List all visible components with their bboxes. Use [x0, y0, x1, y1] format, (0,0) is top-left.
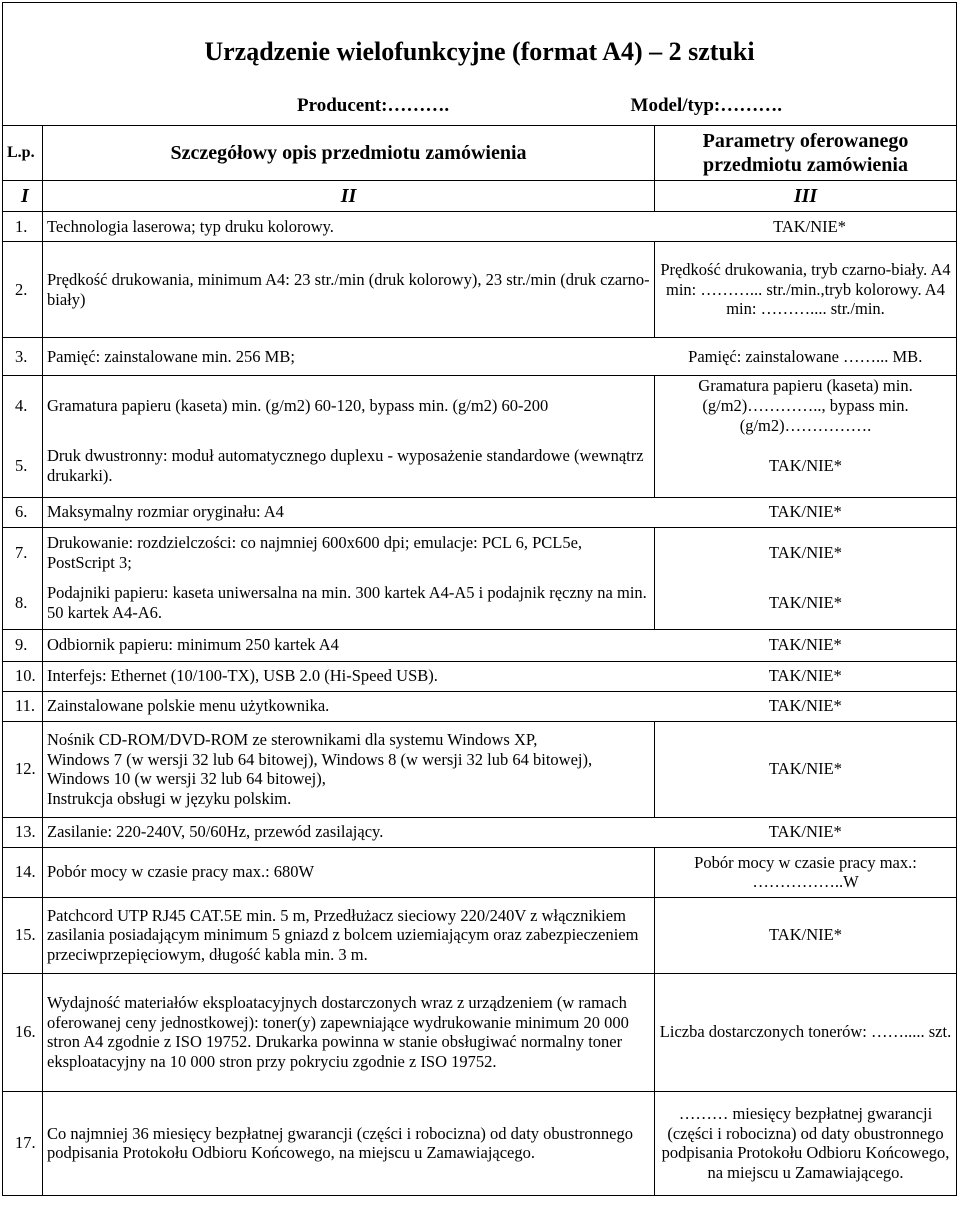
row-parameter: TAK/NIE*	[655, 721, 957, 817]
row-description: Zasilanie: 220-240V, 50/60Hz, przewód zasilający.	[43, 817, 655, 847]
row-parameter: Gramatura papieru (kaseta) min. (g/m2)………….., bypass min. (g/m2)…………….	[655, 376, 957, 436]
description-line: Nośnik CD-ROM/DVD-ROM ze sterownikami dla systemu Windows XP,	[47, 729, 538, 749]
row-parameter: ……… miesięcy bezpłatnej gwarancji (części i robocizna) od daty obustronnego podpisania Protokołu Odbioru Końcowego, na miejscu u Zamawiającego.	[655, 1091, 957, 1195]
row-description: Maksymalny rozmiar oryginału: A4	[43, 497, 655, 527]
row-parameter: Pobór mocy w czasie pracy max.: ……………..W	[655, 847, 957, 897]
row-parameter: Prędkość drukowania, tryb czarno-biały. A4 min: ………... str./min.,tryb kolorowy. A4 min: ……….... str./min.	[655, 242, 957, 338]
row-description: Co najmniej 36 miesięcy bezpłatnej gwarancji (części i robocizna) od daty obustronnego podpisania Protokołu Odbioru Końcowego, na miejscu u Zamawiającego.	[43, 1091, 655, 1195]
row-description: Prędkość drukowania, minimum A4: 23 str./min (druk kolorowy), 23 str./min (druk czarno-biały)	[43, 242, 655, 338]
column-header-lp: L.p.	[3, 126, 43, 181]
column-header-parameters: Parametry oferowanego przedmiotu zamówienia	[655, 126, 957, 181]
row-description: Pobór mocy w czasie pracy max.: 680W	[43, 847, 655, 897]
row-parameter: TAK/NIE*	[655, 691, 957, 721]
row-number: 3.	[3, 338, 43, 376]
row-number: 12.	[3, 721, 43, 817]
row-description: Podajniki papieru: kaseta uniwersalna na min. 300 kartek A4-A5 i podajnik ręczny na min. 50 kartek A4-A6.	[43, 577, 655, 629]
row-parameter: TAK/NIE*	[655, 817, 957, 847]
row-parameter: TAK/NIE*	[655, 435, 957, 497]
description-line: Instrukcja obsługi w języku polskim.	[47, 789, 292, 809]
row-number: 2.	[3, 242, 43, 338]
row-description: Zainstalowane polskie menu użytkownika.	[43, 691, 655, 721]
description-line: Windows 7 (w wersji 32 lub 64 bitowej), Windows 8 (w wersji 32 lub 64 bitowej),	[47, 749, 593, 769]
row-description: Pamięć: zainstalowane min. 256 MB;	[43, 338, 655, 376]
row-number: 1.	[3, 212, 43, 242]
roman-numeral-i: I	[3, 181, 43, 212]
row-description: Odbiornik papieru: minimum 250 kartek A4	[43, 629, 655, 661]
roman-numeral-iii: III	[655, 181, 957, 212]
description-line: Windows 10 (w wersji 32 lub 64 bitowej),	[47, 769, 326, 789]
column-header-description: Szczegółowy opis przedmiotu zamówienia	[43, 126, 655, 181]
row-number: 7.	[3, 527, 43, 577]
row-number: 15.	[3, 897, 43, 973]
row-number: 17.	[3, 1091, 43, 1195]
producer-model-row	[3, 87, 957, 126]
row-description	[43, 721, 655, 817]
row-description: Patchcord UTP RJ45 CAT.5E min. 5 m, Przedłużacz sieciowy 220/240V z włącznikiem zasilania posiadającym minimum 5 gniazd z bolcem uziemiającym oraz zabezpieczeniem przeciwprzepięciowym, długość kabla min. 3 m.	[43, 897, 655, 973]
row-parameter: Liczba dostarczonych tonerów: ……..... szt.	[655, 973, 957, 1091]
row-number: 9.	[3, 629, 43, 661]
model-label: Model/typ:……….	[630, 94, 782, 116]
row-number: 4.	[3, 376, 43, 436]
row-description: Gramatura papieru (kaseta) min. (g/m2) 60-120, bypass min. (g/m2) 60-200	[43, 376, 655, 436]
row-description: Interfejs: Ethernet (10/100-TX), USB 2.0 (Hi-Speed USB).	[43, 661, 655, 691]
row-number: 11.	[3, 691, 43, 721]
row-number: 6.	[3, 497, 43, 527]
row-description: Technologia laserowa; typ druku kolorowy.	[43, 212, 655, 242]
row-parameter: TAK/NIE*	[655, 629, 957, 661]
row-parameter: TAK/NIE*	[655, 497, 957, 527]
row-number: 5.	[3, 435, 43, 497]
producer-label: Producent:……….	[297, 94, 450, 116]
row-parameter: TAK/NIE*	[655, 577, 957, 629]
row-parameter: Pamięć: zainstalowane ……... MB.	[655, 338, 957, 376]
row-description: Drukowanie: rozdzielczości: co najmniej 600x600 dpi; emulacje: PCL 6, PCL5e, PostScript 3;	[43, 527, 655, 577]
row-number: 16.	[3, 973, 43, 1091]
row-parameter: TAK/NIE*	[655, 897, 957, 973]
specification-table	[2, 2, 957, 1196]
row-description: Druk dwustronny: moduł automatycznego duplexu - wyposażenie standardowe (wewnątrz drukarki).	[43, 435, 655, 497]
row-number: 14.	[3, 847, 43, 897]
row-number: 13.	[3, 817, 43, 847]
row-parameter: TAK/NIE*	[655, 212, 957, 242]
row-description: Wydajność materiałów eksploatacyjnych dostarczonych wraz z urządzeniem (w ramach oferowanej ceny jednostkowej): toner(y) zapewniające wydrukowanie minimum 20 000 stron A4 zgodnie z ISO 19752. Drukarka powinna w stanie obsługiwać normalny toner eksploatacyjny na 10 000 stron przy pokryciu zgodnie z ISO 19752.	[43, 973, 655, 1091]
document-title: Urządzenie wielofunkcyjne (format A4) – 2 sztuki	[3, 3, 957, 88]
roman-numeral-ii: II	[43, 181, 655, 212]
row-number: 8.	[3, 577, 43, 629]
row-number: 10.	[3, 661, 43, 691]
row-parameter: TAK/NIE*	[655, 527, 957, 577]
row-parameter: TAK/NIE*	[655, 661, 957, 691]
